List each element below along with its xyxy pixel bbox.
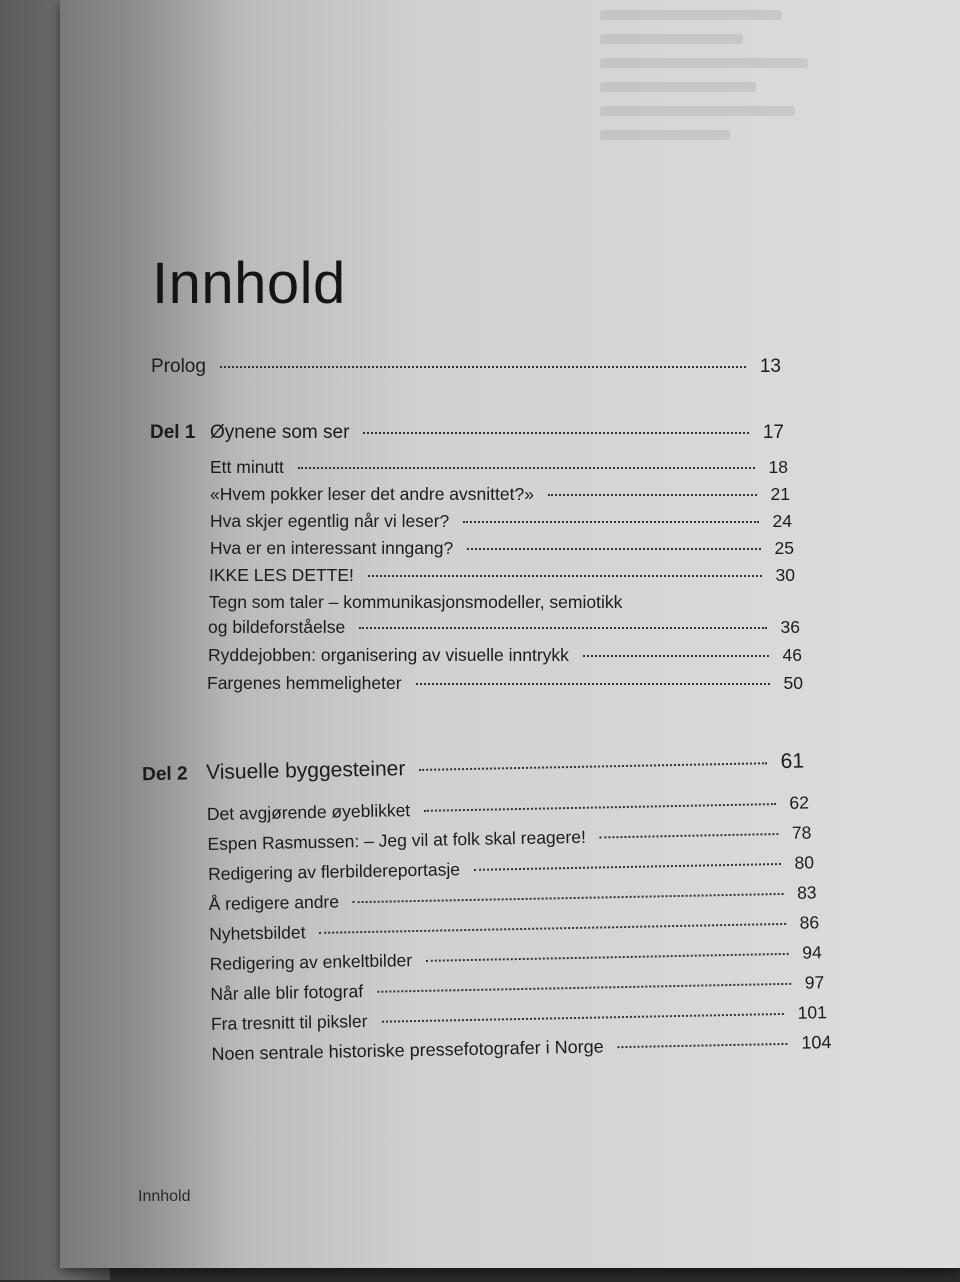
dot-leader	[377, 983, 791, 993]
toc-page-number: 46	[782, 645, 802, 665]
toc-entry	[208, 882, 816, 915]
toc-page-number: 101	[797, 1002, 828, 1023]
toc-entry-title: Nyhetsbildet	[209, 922, 306, 944]
toc-page-number: 13	[759, 356, 781, 377]
toc-entry-title: IKKE LES DETTE!	[209, 565, 354, 585]
running-footer: Innhold	[138, 1188, 191, 1205]
toc-page-number: 50	[783, 673, 803, 693]
toc-page-number: 61	[780, 749, 805, 773]
toc-entry	[207, 822, 811, 855]
toc-entry	[210, 942, 822, 975]
toc-part-heading	[142, 750, 804, 787]
part-title: Visuelle byggesteiner	[205, 757, 406, 785]
dot-leader	[419, 762, 766, 771]
dot-leader	[381, 1013, 783, 1023]
toc-page-number: 36	[780, 617, 800, 637]
toc-entry-title: Fra tresnitt til piksler	[210, 1010, 368, 1034]
toc-page-number: 83	[796, 882, 817, 903]
part-label: Del 2	[141, 763, 188, 786]
toc-entry-title: Ryddejobben: organisering av visuelle inntrykk	[208, 645, 569, 665]
toc-entry-title: Redigering av enkeltbilder	[209, 950, 413, 974]
toc-page-number: 30	[775, 565, 795, 585]
toc-page-number: 78	[791, 822, 812, 843]
toc-page-number: 17	[762, 422, 784, 443]
part-title: Øynene som ser	[210, 422, 350, 443]
toc-entry-title: Hva skjer egentlig når vi leser?	[210, 511, 450, 531]
dot-leader	[600, 833, 778, 838]
toc-page-number: 86	[799, 912, 820, 933]
toc-entry	[207, 792, 809, 825]
dot-leader	[426, 953, 788, 962]
toc-part-2	[46, 0, 960, 1282]
dot-leader	[320, 923, 786, 934]
toc-entry-title: Redigering av flerbildereportasje	[207, 859, 461, 884]
toc-entry-title: Fargenes hemmeligheter	[207, 673, 402, 693]
toc-entry	[211, 1002, 827, 1035]
toc-entry-title: «Hvem pokker leser det andre avsnittet?»	[210, 484, 534, 504]
part-label: Del 1	[150, 422, 196, 443]
toc-entry	[211, 1032, 831, 1065]
toc-page-number: 21	[770, 484, 790, 504]
toc-entry	[208, 852, 814, 885]
dot-leader	[618, 1043, 788, 1048]
toc-entry-title: Det avgjørende øyeblikket	[206, 800, 411, 825]
dot-leader	[474, 863, 781, 871]
dot-leader	[353, 893, 783, 903]
toc-entry-title-line1: Tegn som taler – kommunikasjonsmodeller, semiotikk	[209, 592, 623, 612]
toc-page-number: 104	[801, 1032, 832, 1053]
toc-page-number: 94	[802, 942, 822, 963]
toc-entry	[209, 912, 819, 945]
toc-entry-title: Espen Rasmussen: – Jeg vil at folk skal reagere!	[207, 826, 587, 855]
toc-entry-title: Noen sentrale historiske pressefotografer i Norge	[211, 1036, 604, 1064]
toc-entry-title: Prolog	[151, 356, 206, 377]
toc-entry-title: Hva er en interessant inngang?	[210, 538, 454, 558]
toc-entry	[210, 972, 824, 1005]
toc-entry-title: Å redigere andre	[208, 891, 340, 914]
toc-entry-title: Når alle blir fotograf	[210, 981, 364, 1004]
dot-leader	[424, 803, 775, 812]
toc-page-number: 97	[804, 972, 825, 993]
toc-page-number: 62	[789, 792, 810, 813]
toc-page-number: 24	[772, 511, 792, 531]
toc-entry-title: og bildeforståelse	[208, 617, 346, 637]
toc-entry-title: Ett minutt	[210, 457, 284, 477]
book-page	[60, 0, 960, 1268]
toc-page-number: 80	[794, 852, 815, 873]
toc-page-number: 18	[768, 457, 788, 477]
toc-page-number: 25	[774, 538, 794, 558]
page-title: Innhold	[152, 251, 346, 316]
